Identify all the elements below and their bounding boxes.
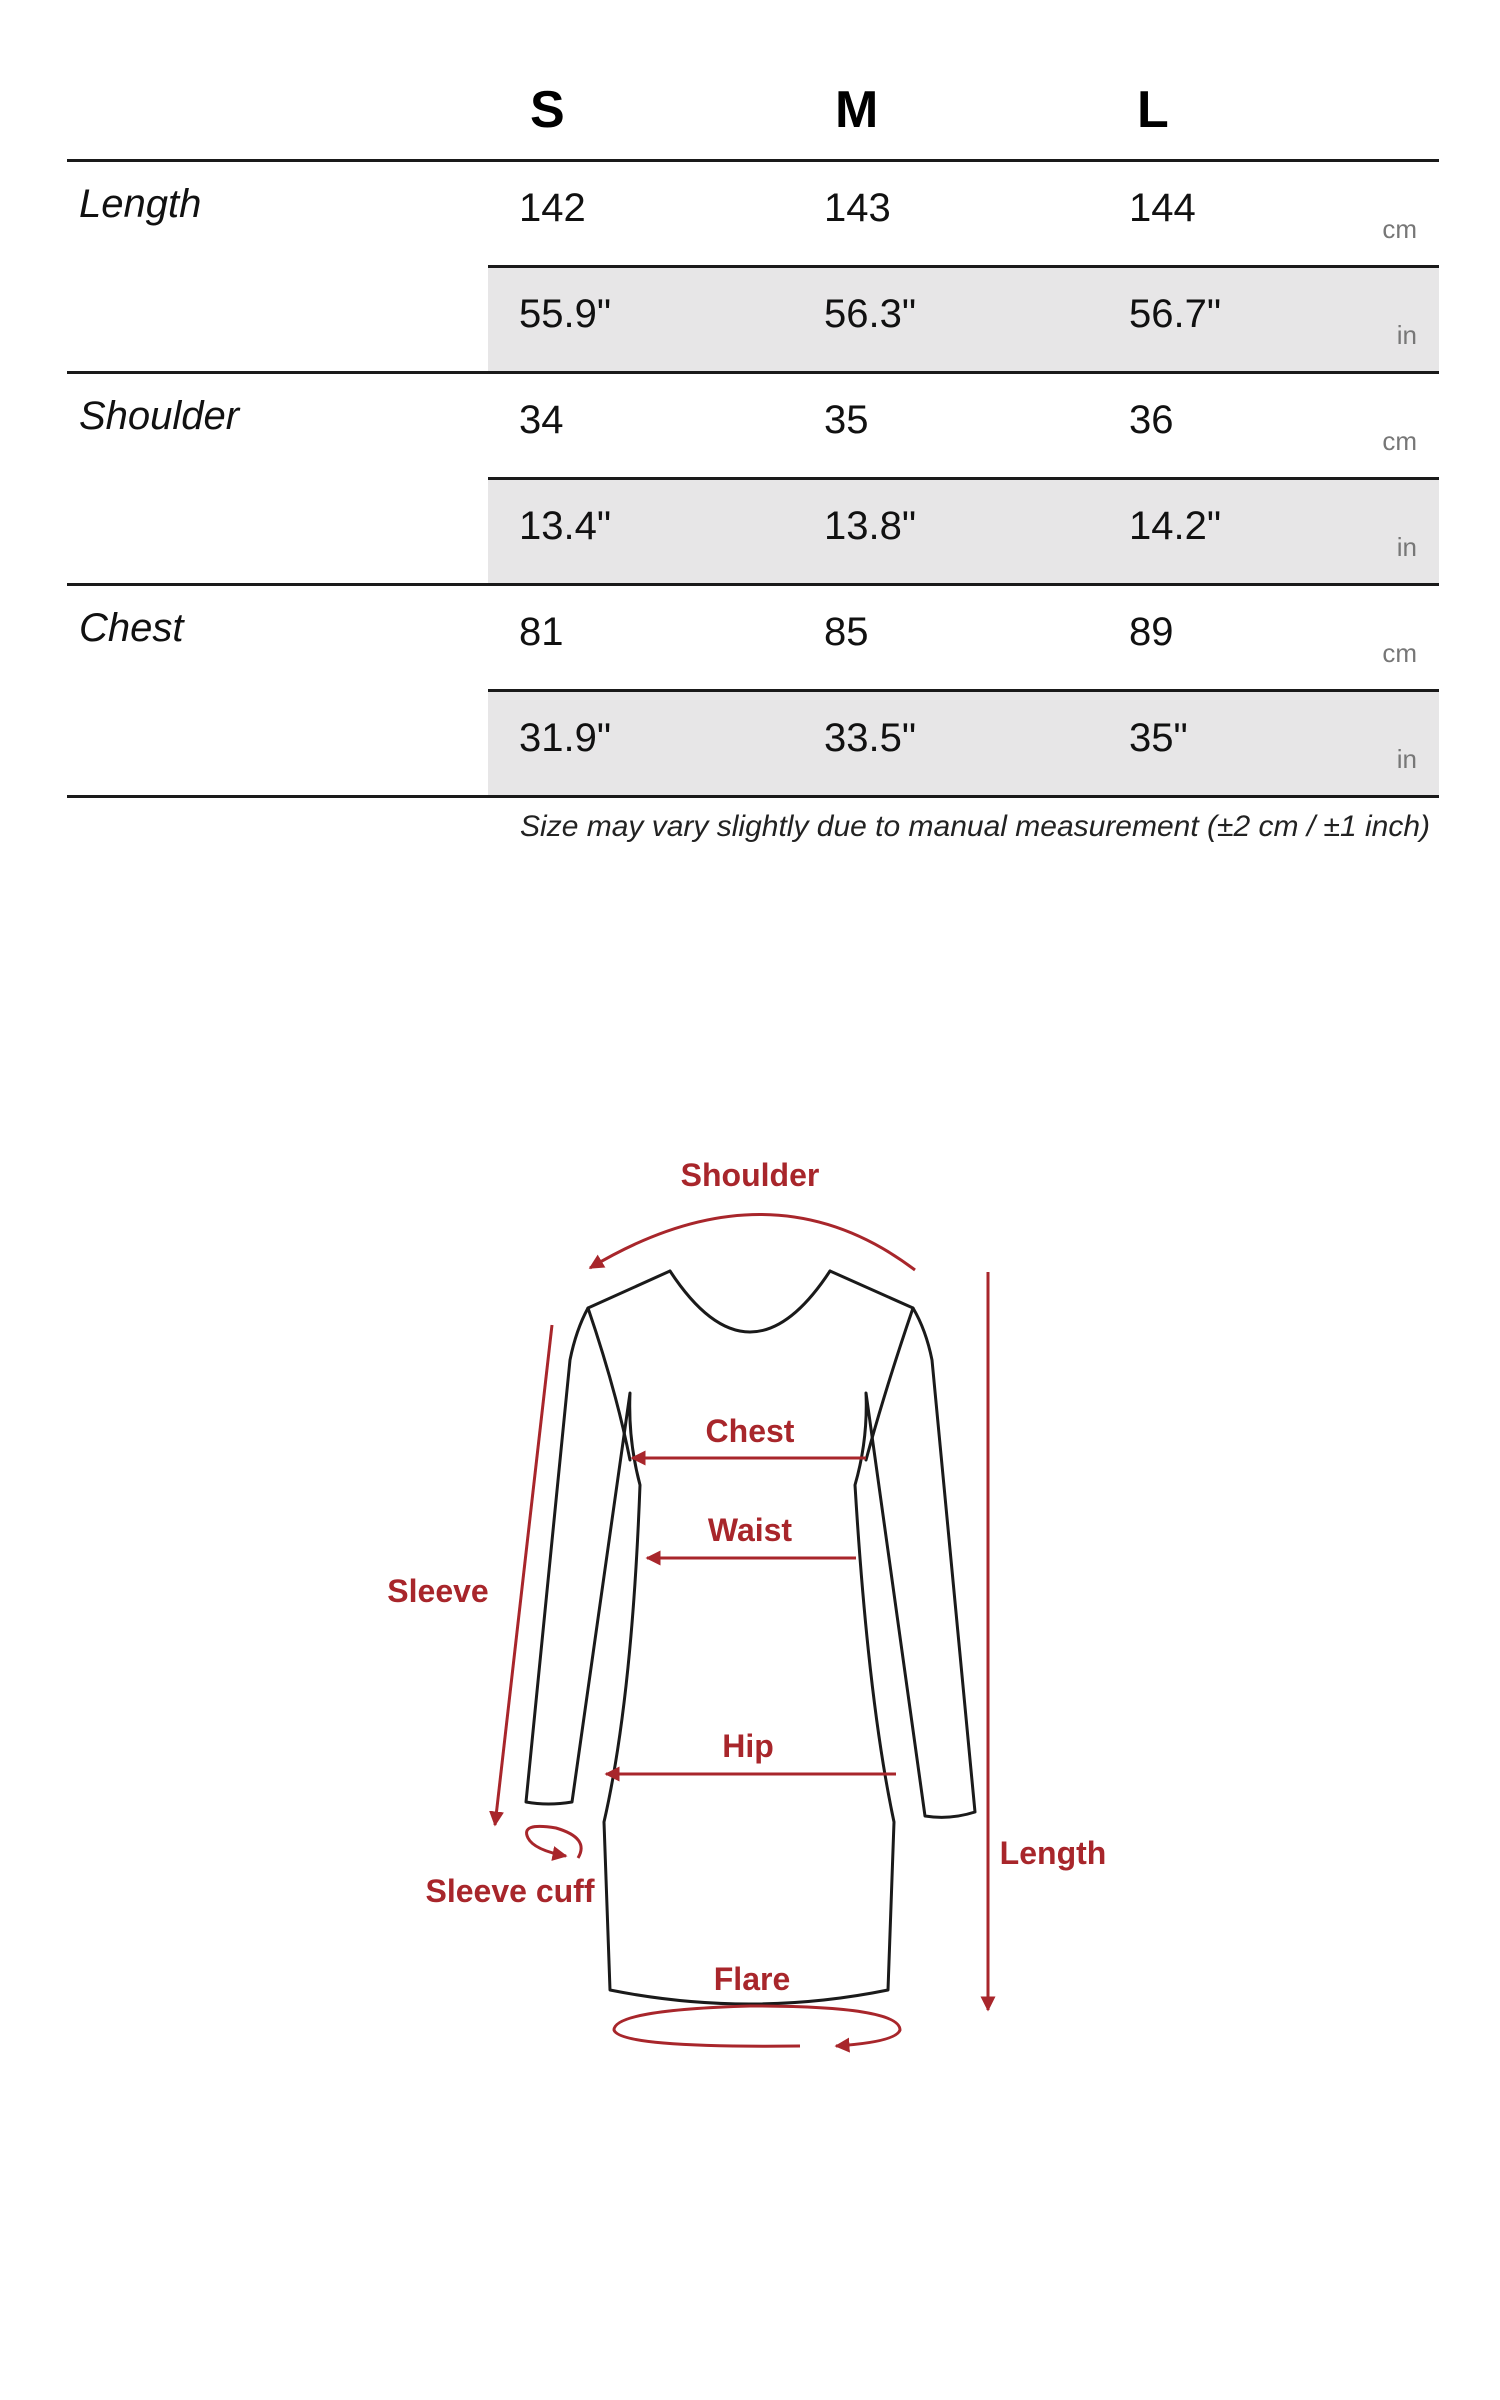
- label-chest: Chest: [705, 1413, 795, 1449]
- size-header-row: [67, 70, 1439, 162]
- value-cell: 89: [1129, 610, 1174, 654]
- unit-label-cm: cm: [1382, 426, 1417, 456]
- in-row: [488, 268, 1439, 371]
- value-cell: 143: [824, 186, 891, 230]
- flare-arrow: [614, 2006, 900, 2046]
- measurement-arrows: [495, 1214, 988, 2046]
- in-row: [488, 480, 1439, 583]
- value-cell: 55.9": [519, 292, 612, 336]
- value-cell: 85: [824, 610, 869, 654]
- measurement-chest: [67, 586, 1439, 798]
- unit-label-in: in: [1396, 320, 1417, 350]
- label-sleeve: Sleeve: [387, 1573, 489, 1609]
- value-cell: 81: [519, 610, 564, 654]
- measurement-label: Shoulder: [79, 394, 240, 438]
- measurement-shoulder: [67, 374, 1439, 586]
- value-cell: 13.4": [519, 504, 612, 548]
- value-cell: 56.3": [824, 292, 917, 336]
- value-cell: 142: [519, 186, 586, 230]
- measurement-note: Size may vary slightly due to manual measurement (±2 cm / ±1 inch): [520, 810, 1430, 843]
- value-cell: 36: [1129, 398, 1174, 442]
- label-length: Length: [999, 1835, 1107, 1871]
- value-cell: 31.9": [519, 716, 612, 760]
- value-cell: 35: [824, 398, 869, 442]
- size-header-l: L: [1137, 81, 1169, 139]
- unit-label-cm: cm: [1382, 638, 1417, 668]
- cm-row: [488, 586, 1439, 692]
- value-cell: 13.8": [824, 504, 917, 548]
- value-cell: 144: [1129, 186, 1196, 230]
- measurement-label: Chest: [79, 606, 184, 650]
- value-cell: 14.2": [1129, 504, 1222, 548]
- label-shoulder: Shoulder: [680, 1157, 820, 1193]
- dress-measurement-diagram: [0, 1140, 1500, 2100]
- size-header-m: M: [835, 81, 879, 139]
- unit-label-in: in: [1396, 532, 1417, 562]
- body-side-right: [866, 1308, 913, 1460]
- cm-row: [488, 162, 1439, 268]
- label-sleeve-cuff: Sleeve cuff: [425, 1873, 595, 1909]
- cm-row: [488, 374, 1439, 480]
- sleeve-arrow: [495, 1325, 552, 1825]
- in-row: [488, 692, 1439, 795]
- measurement-label: Length: [79, 182, 202, 226]
- unit-label-in: in: [1396, 744, 1417, 774]
- neckline: [670, 1271, 830, 1332]
- unit-label-cm: cm: [1382, 214, 1417, 244]
- measurement-length: [67, 162, 1439, 374]
- value-cell: 34: [519, 398, 564, 442]
- label-flare: Flare: [713, 1961, 791, 1997]
- value-cell: 56.7": [1129, 292, 1222, 336]
- label-hip: Hip: [722, 1728, 774, 1764]
- label-waist: Waist: [707, 1512, 793, 1548]
- sleeve-cuff-arrow: [527, 1826, 582, 1858]
- value-cell: 33.5": [824, 716, 917, 760]
- size-header-s: S: [530, 81, 565, 139]
- body-side-left: [588, 1308, 630, 1460]
- size-chart-table: [67, 70, 1439, 798]
- shoulder-arrow: [590, 1214, 915, 1270]
- value-cell: 35": [1129, 716, 1188, 760]
